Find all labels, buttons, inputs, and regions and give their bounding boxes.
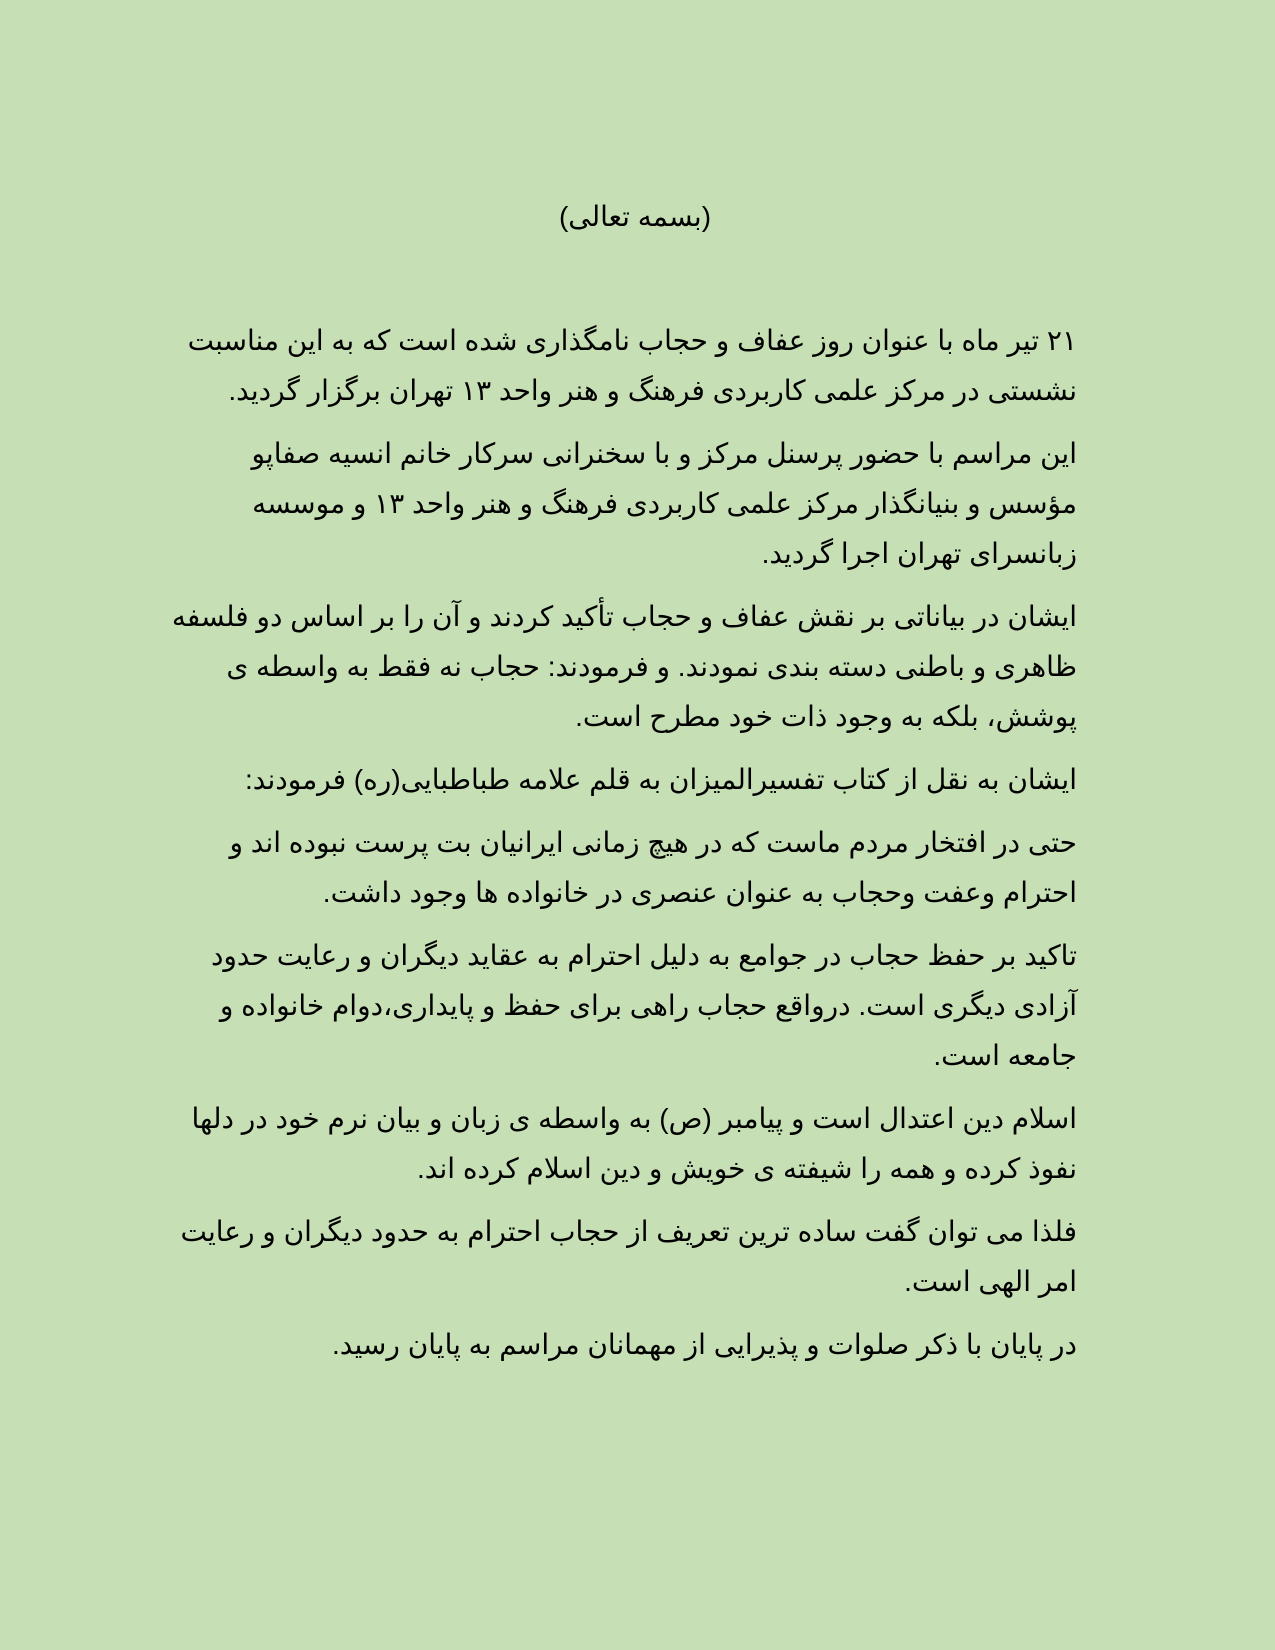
document-title: (بسمه تعالی) — [558, 201, 712, 232]
paragraph: ایشان به نقل از کتاب تفسیرالمیزان به قلم علامه طباطبایی(ره) فرمودند: — [244, 764, 1077, 795]
paragraph: تاکید بر حفظ حجاب در جوامع به دلیل احترام به عقاید دیگران و رعایت حدود آزادی دیگری است. درواقع حجاب راهی برای حفظ و پایداری،دوام خانواده و جامعه است. — [210, 940, 1077, 1071]
paragraph: ایشان در بیاناتی بر نقش عفاف و حجاب تأکید کردند و آن را بر اساس دو فلسفه ظاهری و باطنی دسته بندی نمودند. و فرمودند: حجاب نه فقط به واسطه ی پوشش، بلکه به وجود ذات خود مطرح است. — [171, 601, 1077, 732]
paragraph: فلذا می توان گفت ساده ترین تعریف از حجاب احترام به حدود دیگران و رعایت امر الهی است. — [180, 1216, 1077, 1297]
paragraph: ۲۱ تیر ماه با عنوان روز عفاف و حجاب نامگذاری شده است که به این مناسبت نشستی در مرکز علمی کاربردی فرهنگ و هنر واحد ۱۳ تهران برگزار گردید. — [187, 325, 1077, 406]
paragraph: در پایان با ذکر صلوات و پذیرایی از مهمانان مراسم به پایان رسید. — [332, 1329, 1077, 1360]
paragraph: اسلام دین اعتدال است و پیامبر (ص) به واسطه ی زبان و بیان نرم خود در دلها نفوذ کرده و همه را شیفته ی خویش و دین اسلام کرده اند. — [191, 1103, 1077, 1184]
paragraph: این مراسم با حضور پرسنل مرکز و با سخنرانی سرکار خانم انسیه صفاپو مؤسس و بنیانگذار مرکز علمی کاربردی فرهنگ و هنر واحد ۱۳ و موسسه زبانسرای تهران اجرا گردید. — [251, 438, 1077, 569]
paragraph: حتی در افتخار مردم ماست که در هیچ زمانی ایرانیان بت پرست نبوده اند و احترام وعفت وحجاب به عنوان عنصری در خانواده ها وجود داشت. — [229, 827, 1077, 908]
document-page — [160, 192, 1130, 1383]
